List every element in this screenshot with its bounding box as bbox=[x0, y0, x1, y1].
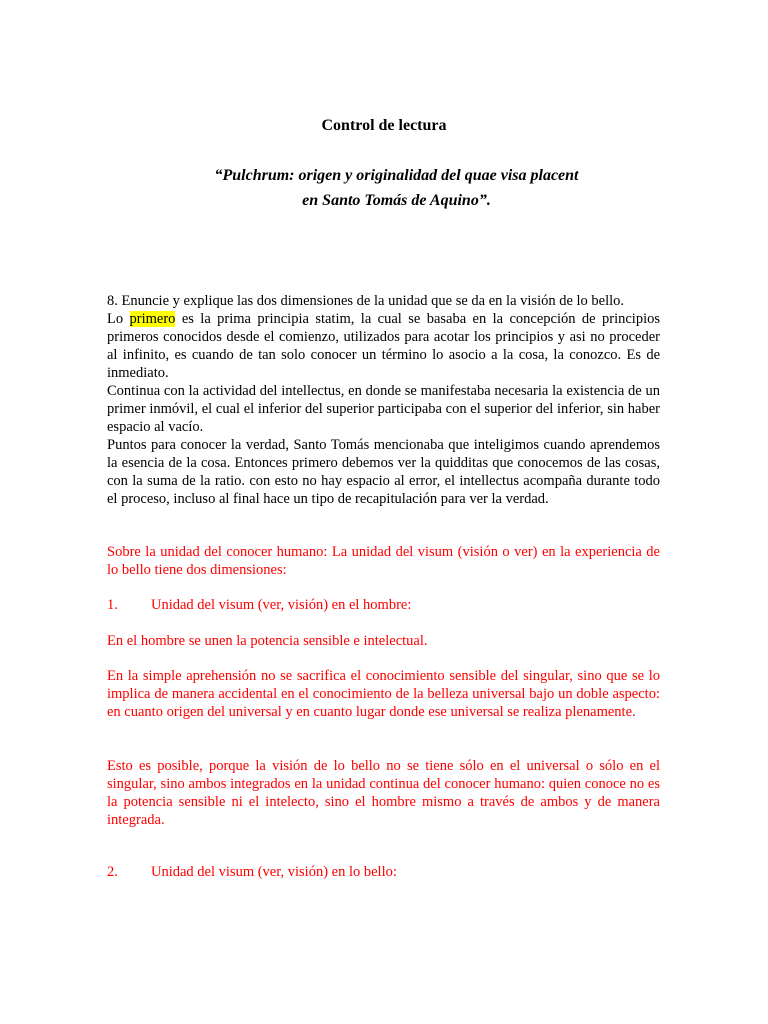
red-paragraph-2: En la simple aprehensión no se sacrifica el conocimiento sensible del singular, sino que se lo implica de manera accidental en el conocimiento de la belleza universal bajo un doble aspecto: en cuanto origen del universal y en cuanto lugar donde ese universal se realiza plenamente. bbox=[107, 668, 660, 720]
red-intro: Sobre la unidad del conocer humano: La unidad del visum (visión o ver) en la experiencia de lo bello tiene dos dimensiones: bbox=[107, 544, 660, 578]
answer-paragraph-2: Continua con la actividad del intellectus, en donde se manifestaba necesaria la existencia de un primer inmóvil, el cual el inferior del superior participaba con el superior del inferior, sin haber espacio al vacío. bbox=[107, 383, 660, 435]
red-paragraph-3-block bbox=[107, 757, 660, 829]
question-text: 8. Enuncie y explique las dos dimensiones de la unidad que se da en la visión de lo bello. bbox=[107, 293, 625, 309]
subtitle-line-2: en Santo Tomás de Aquino”. bbox=[302, 192, 491, 209]
red-paragraph-1: En el hombre se unen la potencia sensible e intelectual. bbox=[107, 633, 428, 649]
highlighted-word: primero bbox=[129, 311, 176, 327]
red-paragraph-3: Esto es posible, porque la visión de lo bello no se tiene sólo en el universal o sólo en el singular, sino ambos integrados en la unidad continua del conocer humano: quien conoce no es la potencia sensible ni el intelecto, sino el hombre mismo a través de ambos y de manera integrada. bbox=[107, 758, 660, 828]
document-subtitle bbox=[0, 163, 768, 213]
numbered-item-2 bbox=[107, 863, 397, 881]
item-2-text: Unidad del visum (ver, visión) en lo bello: bbox=[151, 864, 397, 880]
item-2-number: 2. bbox=[107, 864, 118, 880]
numbered-item-1 bbox=[107, 596, 411, 614]
answer-paragraph-3: Puntos para conocer la verdad, Santo Tomás mencionaba que inteligimos cuando aprendemos la esencia de la cosa. Entonces primero debemos ver la quidditas que conocemos de las cosas, con la suma de la ratio. con esto no hay espacio al error, el intellectus acompaña durante todo el proceso, incluso al final hace un tipo de recapitulación para ver la verdad. bbox=[107, 437, 660, 507]
subtitle-line-1: “Pulchrum: origen y originalidad del quae visa placent bbox=[214, 167, 579, 184]
answer-p1-rest: es la prima principia statim, la cual se basaba en la concepción de principios primeros conocidos desde el comienzo, utilizados para acotar los principios y asi no proceder al infinito, es cuando de tan solo conocer un término lo asocio a la cosa, la conozco. Es de inmediato. bbox=[107, 311, 660, 381]
item-1-number: 1. bbox=[107, 597, 118, 613]
red-intro-block bbox=[107, 543, 660, 579]
red-paragraph-1-block bbox=[107, 632, 660, 650]
item-1-text: Unidad del visum (ver, visión) en el hombre: bbox=[151, 597, 412, 613]
red-paragraph-2-block bbox=[107, 667, 660, 721]
document-title: Control de lectura bbox=[321, 117, 447, 134]
answer-p1-start: Lo bbox=[107, 311, 130, 327]
answer-paragraph-1 bbox=[107, 310, 660, 382]
answer-block bbox=[107, 292, 660, 508]
